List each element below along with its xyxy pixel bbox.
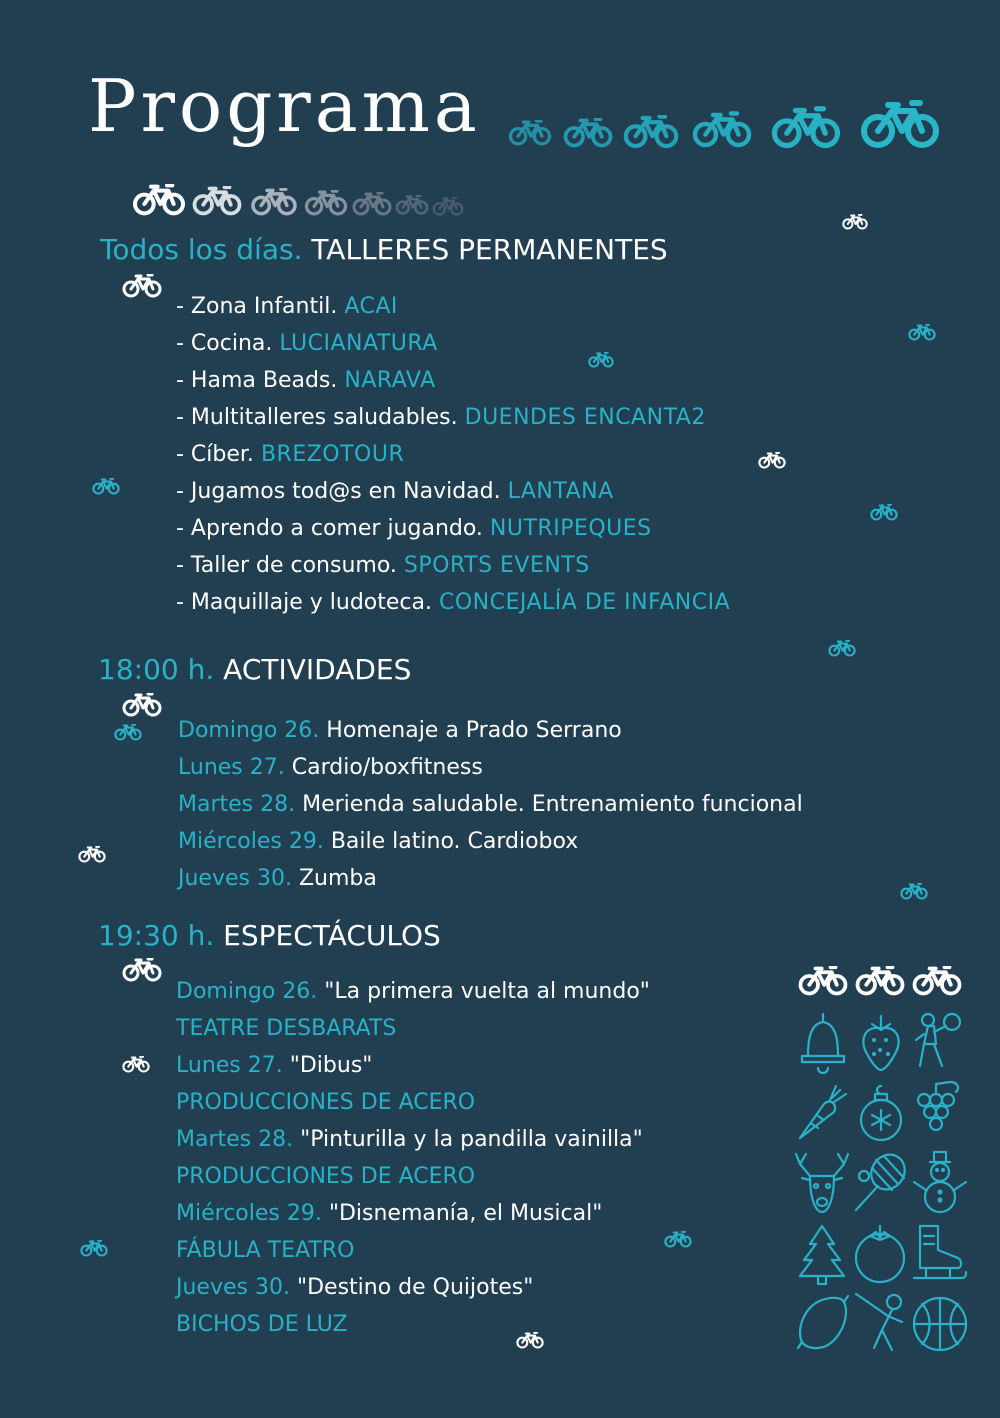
list-item: - Taller de consumo. SPORTS EVENTS [176,553,590,578]
list-item: Miércoles 29. "Disnemanía, el Musical" [176,1201,603,1226]
bicycle-icon [304,190,348,216]
espectaculos-heading [98,919,441,952]
actividades-list [178,720,803,890]
ornament-icon [856,1080,906,1148]
tennis-icon [850,1150,912,1220]
bell-icon [796,1010,850,1078]
bicycle-icon [192,186,242,216]
actividades-heading [98,653,412,686]
talleres-time: Todos los días. [100,233,303,266]
tomato-icon [850,1220,910,1290]
carrot-icon [794,1080,850,1148]
bicycle-icon [623,115,679,149]
bicycle-icon [563,118,613,148]
list-item: Martes 28. "Pinturilla y la pandilla vainilla" [176,1127,643,1152]
bicycle-icon [900,883,928,900]
list-item: Lunes 27. Cardio/boxfitness [178,755,483,780]
company-name: FÁBULA TEATRO [176,1238,355,1263]
reindeer-icon [794,1150,850,1220]
bicycle-icon [860,100,940,150]
bicycle-icon [855,966,905,996]
actividades-time: 18:00 h. [98,653,215,686]
talleres-list [176,296,730,614]
bicycle-icon [132,184,186,216]
list-item: - Jugamos tod@s en Navidad. LANTANA [176,479,614,504]
bicycle-icon [122,274,162,298]
bicycle-icon [122,958,162,982]
bicycle-icon [432,197,464,216]
strawberry-icon [856,1010,906,1078]
list-item: Domingo 26. "La primera vuelta al mundo" [176,979,650,1004]
bicycle-icon [828,640,856,657]
list-item: - Zona Infantil. ACAI [176,294,398,319]
talleres-title: TALLERES PERMANENTES [311,233,668,266]
actividades-title: ACTIVIDADES [223,653,412,686]
list-item: - Cíber. BREZOTOUR [176,442,405,467]
list-item: Domingo 26. Homenaje a Prado Serrano [178,718,622,743]
list-item: - Maquillaje y ludoteca. CONCEJALÍA DE INFANCIA [176,590,731,615]
lemon-icon [794,1290,850,1360]
fencer-icon [852,1290,910,1360]
bicycle-icon [114,724,142,741]
bicycle-icon [516,1332,544,1349]
company-name: BICHOS DE LUZ [176,1312,348,1337]
list-item: Jueves 30. "Destino de Quijotes" [176,1275,534,1300]
bicycle-icon [80,1240,108,1257]
espectaculos-title: ESPECTÁCULOS [223,919,441,952]
bicycle-icon [912,966,962,996]
skate-icon [910,1220,968,1290]
bicycle-icon [78,846,106,863]
bicycle-icon [798,966,848,996]
bicycle-icon [758,452,786,469]
bicycle-icon [908,324,936,341]
list-item: - Hama Beads. NARAVA [176,368,436,393]
bicycle-icon [842,214,868,230]
list-item: - Cocina. LUCIANATURA [176,331,438,356]
talleres-heading [100,233,668,266]
tree-icon [796,1222,848,1292]
bicycle-icon [508,120,552,146]
basketball-icon [910,1290,970,1360]
bicycle-icon [250,188,298,216]
bicycle-icon [122,693,162,717]
list-item: Miércoles 29. Baile latino. Cardiobox [178,829,579,854]
company-name: TEATRE DESBARATS [176,1016,397,1041]
bicycle-icon [771,106,841,150]
company-name: PRODUCCIONES DE ACERO [176,1090,476,1115]
page-title: Programa [88,64,481,148]
company-name: PRODUCCIONES DE ACERO [176,1164,476,1189]
basketball-player-icon [910,1010,966,1078]
grapes-icon [910,1080,966,1148]
list-item: - Aprendo a comer jugando. NUTRIPEQUES [176,516,652,541]
espectaculos-time: 19:30 h. [98,919,215,952]
list-item: - Multitalleres saludables. DUENDES ENCANTA2 [176,405,706,430]
bicycle-icon [395,195,429,215]
bicycle-icon [692,111,752,149]
list-item: Jueves 30. Zumba [178,866,377,891]
bicycle-icon [352,192,392,216]
bicycle-icon [870,504,898,521]
list-item: Lunes 27. "Dibus" [176,1053,373,1078]
bicycle-icon [664,1231,692,1248]
bicycle-icon [92,478,120,495]
snowman-icon [912,1150,968,1220]
list-item: Martes 28. Merienda saludable. Entrenamiento funcional [178,792,803,817]
bicycle-icon [122,1056,150,1073]
